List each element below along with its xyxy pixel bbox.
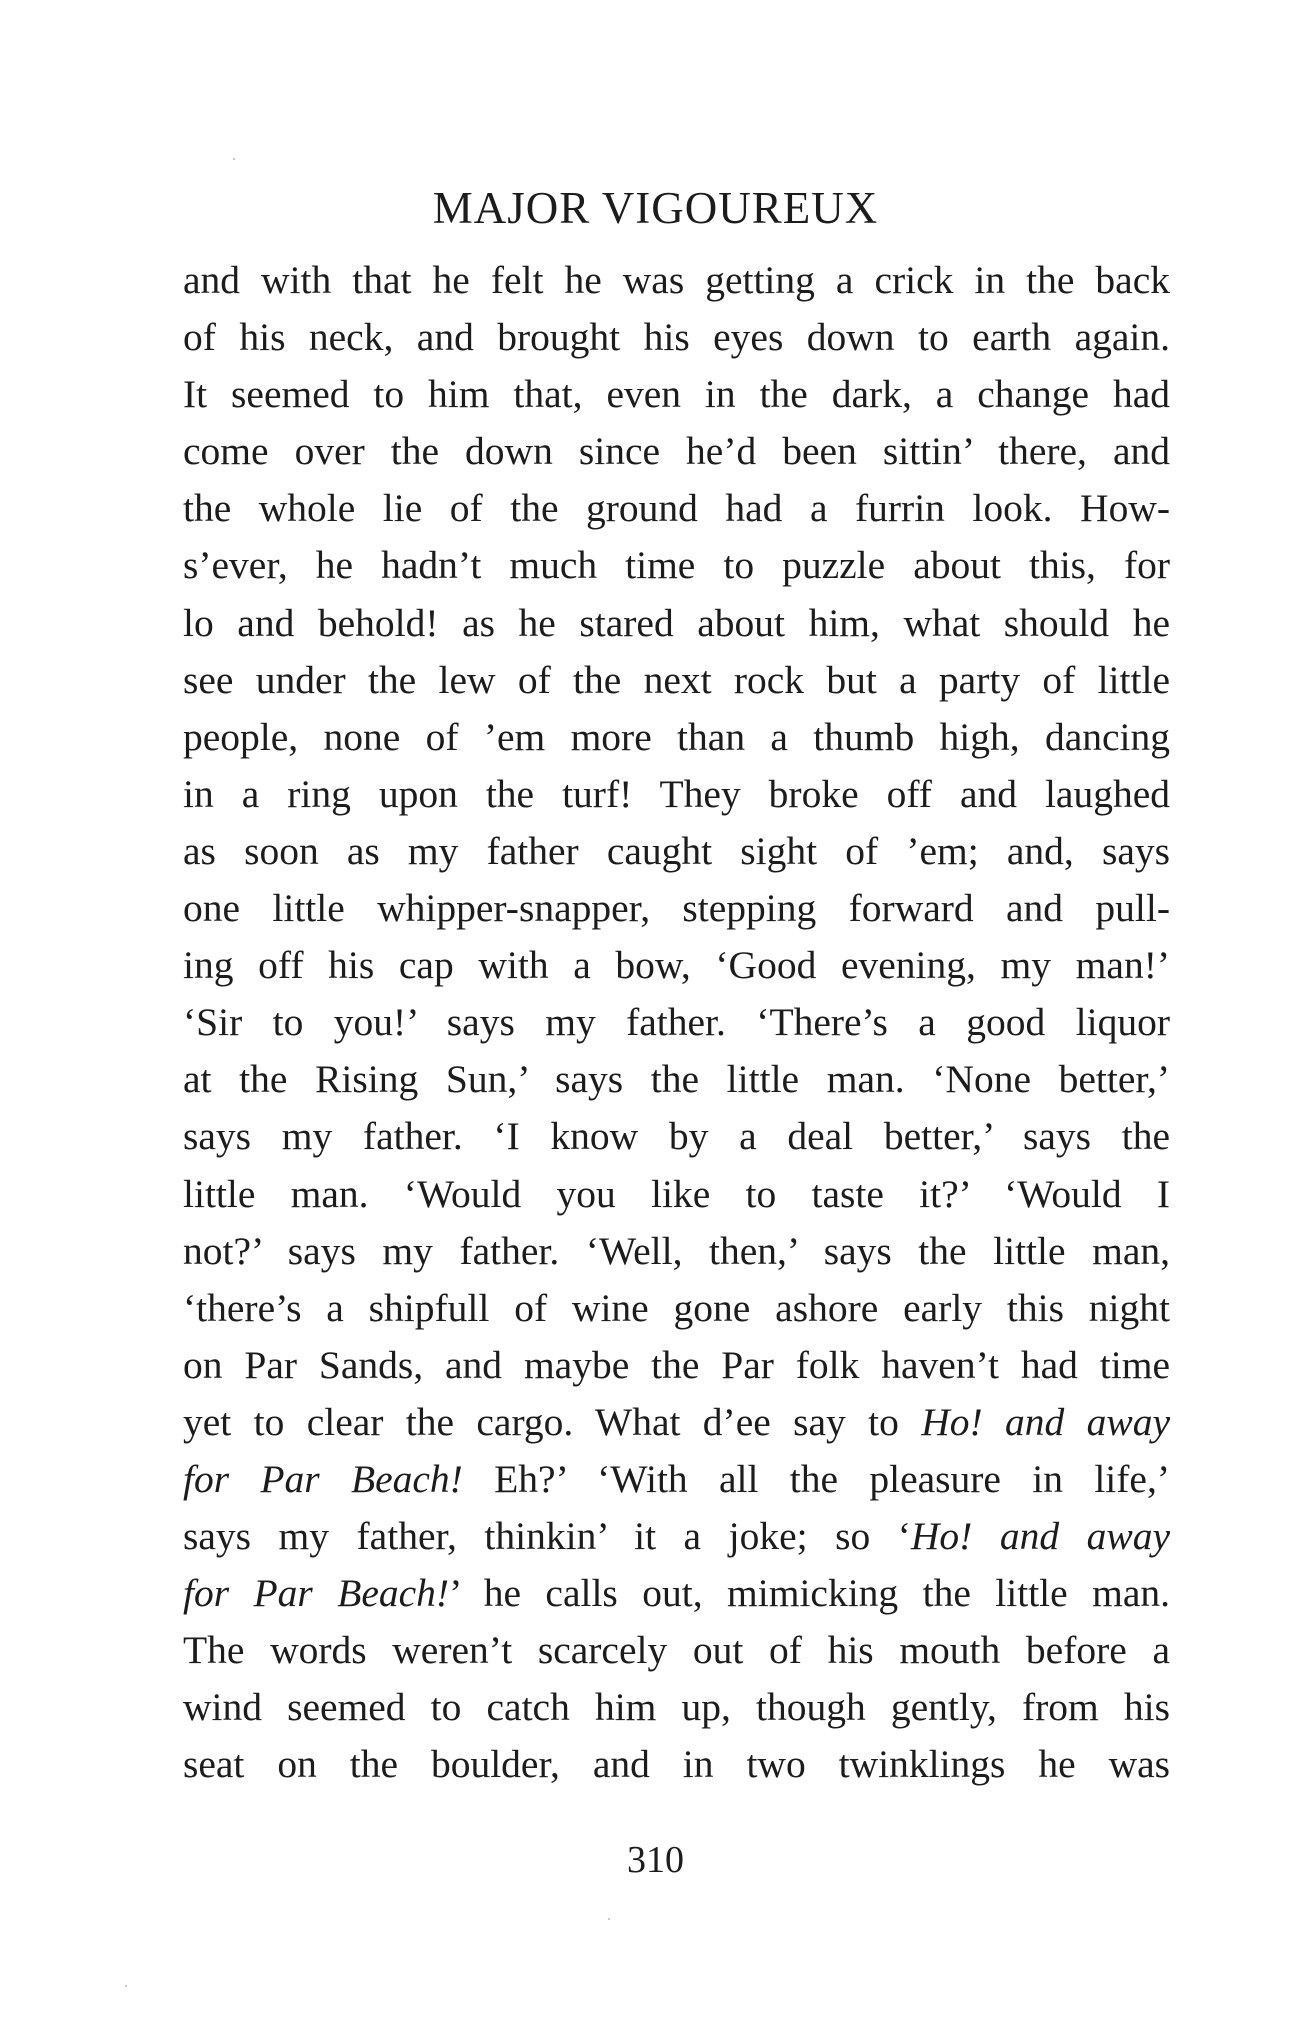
- text-line: ‘there’s a shipfull of wine gone ashore early this night: [183, 1285, 1170, 1330]
- text-line: The words weren’t scarcely out of his mouth before a: [183, 1628, 1170, 1673]
- italic-phrase: Ho! and away: [910, 1514, 1170, 1559]
- text-line: the whole lie of the ground had a furrin look. How-: [183, 486, 1170, 531]
- text-line: see under the lew of the next rock but a party of little: [183, 657, 1170, 702]
- text-line: on Par Sands, and maybe the Par folk haven’t had time: [183, 1342, 1170, 1387]
- text-line: wind seemed to catch him up, though gently, from his: [183, 1685, 1170, 1730]
- text-line: ‘Sir to you!’ says my father. ‘There’s a good liquor: [183, 1000, 1170, 1045]
- text-line: [183, 1451, 1170, 1508]
- text-line: and with that he felt he was getting a crick in the back: [183, 258, 1170, 302]
- paper-speck: [125, 1985, 127, 1987]
- text-line: one little whipper-snapper, stepping forward and pull-: [183, 886, 1170, 931]
- text-line: at the Rising Sun,’ says the little man. ‘None better,’: [183, 1057, 1170, 1102]
- running-head: MAJOR VIGOUREUX: [432, 183, 879, 233]
- text-segment: ’ he calls out, mimicking the little man.: [449, 1571, 1170, 1616]
- text-line: little man. ‘Would you like to taste it?’ ‘Would I: [183, 1171, 1170, 1216]
- text-line: seat on the boulder, and in two twinklings he was: [183, 1742, 1170, 1787]
- text-line: in a ring upon the turf! They broke off and laughed: [183, 771, 1170, 816]
- paper-speck: [608, 1918, 610, 1920]
- text-segment: says my father, thinkin’ it a joke; so ‘: [183, 1514, 911, 1559]
- text-line: lo and behold! as he stared about him, what should he: [183, 600, 1170, 645]
- text-line: [183, 1508, 1170, 1565]
- text-line: people, none of ’em more than a thumb high, dancing: [183, 714, 1170, 759]
- body-text: [183, 252, 1170, 1794]
- text-line: come over the down since he’d been sittin’ there, and: [183, 429, 1170, 474]
- text-line: of his neck, and brought his eyes down to earth again.: [183, 315, 1170, 360]
- text-line: s’ever, he hadn’t much time to puzzle about this, for: [183, 543, 1170, 588]
- text-line: [183, 1565, 1170, 1622]
- text-line: It seemed to him that, even in the dark, a change had: [183, 372, 1170, 417]
- paper-speck: [233, 158, 235, 160]
- text-line: says my father. ‘I know by a deal better,’ says the: [183, 1114, 1170, 1159]
- text-segment: Eh?’ ‘With all the pleasure in life,’: [462, 1456, 1170, 1501]
- text-segment: yet to clear the cargo. What d’ee say to: [183, 1399, 922, 1444]
- italic-phrase: for Par Beach!: [183, 1456, 463, 1501]
- text-line: not?’ says my father. ‘Well, then,’ says the little man,: [183, 1228, 1170, 1273]
- italic-phrase: Ho! and away: [921, 1399, 1171, 1444]
- text-line: as soon as my father caught sight of ’em; and, says: [183, 828, 1170, 873]
- page-number: 310: [627, 1839, 684, 1881]
- text-line: [183, 1394, 1170, 1451]
- italic-phrase: for Par Beach!: [183, 1571, 450, 1616]
- text-line: ing off his cap with a bow, ‘Good evening, my man!’: [183, 943, 1170, 988]
